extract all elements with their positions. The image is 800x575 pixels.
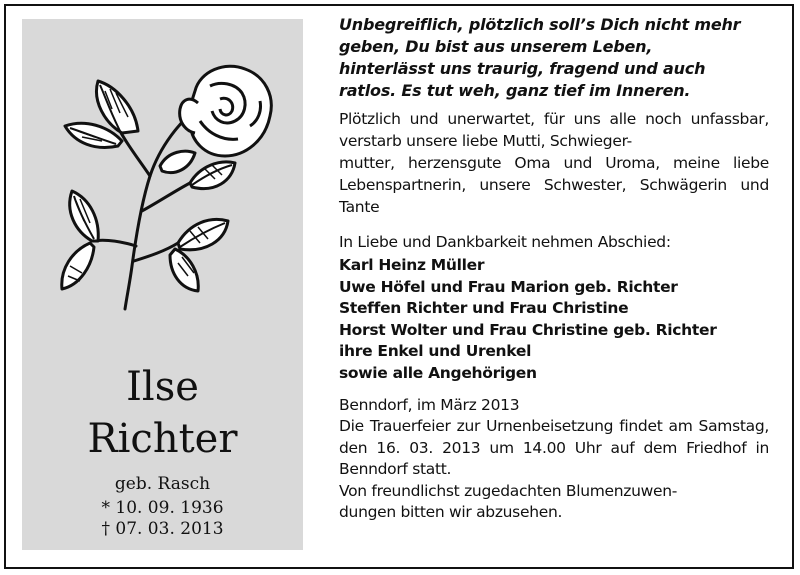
mourner-item: Steffen Richter und Frau Christine xyxy=(339,299,629,317)
rose-icon xyxy=(50,51,275,311)
deceased-last-name: Richter xyxy=(87,416,238,462)
birth-date: * 10. 09. 1936 xyxy=(101,498,224,518)
mourner-item: Karl Heinz Müller xyxy=(339,256,485,274)
portrait-panel xyxy=(22,19,303,550)
death-date: † 07. 03. 2013 xyxy=(101,519,224,539)
mourner-item: Uwe Höfel und Frau Marion geb. Richter xyxy=(339,277,678,296)
poem: Unbegreiflich, plötzlich soll’s Dich nicht mehr geben, Du bist aus unserem Leben, hinterlässt uns traurig, fragend und auch ratlos. Es tut weh, ganz tief im Inneren. xyxy=(339,15,741,100)
notice-text-column xyxy=(339,14,769,524)
funeral-info: Die Trauerfeier zur Urnenbeisetzung findet am Samstag, den 16. 03. 2013 um 14.00 Uhr auf dem Friedhof in Benndorf statt. xyxy=(339,417,769,478)
mourners-list xyxy=(339,255,769,384)
deceased-first-name: Ilse xyxy=(126,364,199,410)
mourner-item: Horst Wolter und Frau Christine geb. Richter xyxy=(339,320,717,339)
announcement-text: Plötzlich und unerwartet, für uns alle noch unfassbar, verstarb unsere liebe Mutti, Schwieger- mutter, herzensgute Oma und Uroma, meine liebe Lebenspartnerin, unsere Schwester, Schwägerin und Tante xyxy=(339,110,769,216)
farewell-intro: In Liebe und Dankbarkeit nehmen Abschied: xyxy=(339,233,671,251)
mourner-item: sowie alle Angehörigen xyxy=(339,363,537,382)
mourner-item: ihre Enkel und Urenkel xyxy=(339,342,532,360)
deceased-birth-name: geb. Rasch xyxy=(114,474,211,494)
flowers-note: Von freundlichst zugedachten Blumenzuwen- dungen bitten wir abzusehen. xyxy=(339,481,678,521)
place-date: Benndorf, im März 2013 xyxy=(339,396,520,414)
